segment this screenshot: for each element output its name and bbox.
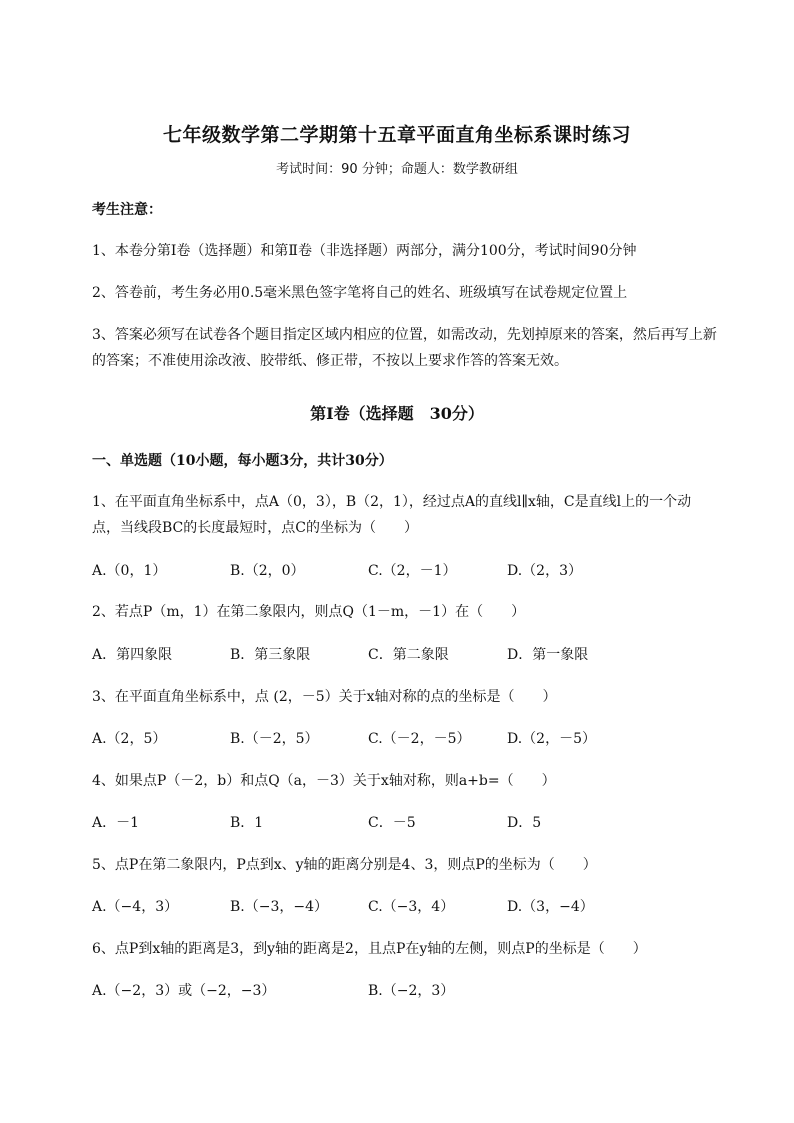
question-2-option-c: C．第二象限 xyxy=(368,647,449,663)
question-6-option-b: B.（−2，3） xyxy=(368,983,455,999)
question-6-option-a: A.（−2，3）或（−2，−3） xyxy=(92,983,276,999)
question-2-option-b: B．第三象限 xyxy=(230,647,311,663)
question-2-option-d: D．第一象限 xyxy=(507,647,589,663)
question-3-option-a: A.（2，5） xyxy=(92,731,167,747)
notice-item-3-cont: 的答案；不准使用涂改液、胶带纸、修正带，不按以上要求作答的答案无效。 xyxy=(92,353,568,369)
question-4-option-a: A．－1 xyxy=(92,815,140,831)
question-1-option-d: D.（2，3） xyxy=(507,563,582,579)
question-5-option-d: D.（3，−4） xyxy=(507,899,594,915)
question-3-option-d: D.（2，－5） xyxy=(507,731,596,747)
question-3-option-c: C.（－2，－5） xyxy=(368,731,471,747)
question-6-line-1: 6、点P到x轴的距离是3，到y轴的距离是2，且点P在y轴的左侧，则点P的坐标是（ ） xyxy=(92,941,647,957)
question-1-option-a: A.（0，1） xyxy=(92,563,167,579)
question-5-option-a: A.（−4，3） xyxy=(92,899,179,915)
question-3-option-b: B.（－2，5） xyxy=(230,731,319,747)
notice-item-1: 1、本卷分第Ⅰ卷（选择题）和第Ⅱ卷（非选择题）两部分，满分100分，考试时间90分钟 xyxy=(92,243,637,259)
question-1-line-1: 1、在平面直角坐标系中，点A（0，3），B（2，1），经过点A的直线l∥x轴，C是直线l上的一个动 xyxy=(92,494,692,510)
question-2-line-1: 2、若点P（m，1）在第二象限内，则点Q（1－m，－1）在（ ） xyxy=(92,604,526,620)
notice-heading: 考生注意： xyxy=(92,202,162,218)
question-1-option-b: B.（2，0） xyxy=(230,563,305,579)
question-1-option-c: C.（2，－1） xyxy=(368,563,457,579)
question-5-option-b: B.（−3，−4） xyxy=(230,899,329,915)
question-1-line-2: 点，当线段BC的长度最短时，点C的坐标为（ ） xyxy=(92,520,418,536)
notice-item-3: 3、答案必须写在试卷各个题目指定区域内相应的位置，如需改动，先划掉原来的答案，然后再写上新 xyxy=(92,327,717,343)
question-5-option-c: C.（−3，4） xyxy=(368,899,455,915)
exam-info: 考试时间：90 分钟；命题人：数学教研组 xyxy=(276,162,518,177)
question-2-option-a: A．第四象限 xyxy=(92,647,173,663)
question-4-option-c: C．－5 xyxy=(368,815,416,831)
question-4-line-1: 4、如果点P（－2，b）和点Q（a，－3）关于x轴对称，则a+b=（ ） xyxy=(92,773,556,789)
question-5-line-1: 5、点P在第二象限内，P点到x、y轴的距离分别是4、3，则点P的坐标为（ ） xyxy=(92,857,597,873)
notice-item-2: 2、答卷前，考生务必用0.5毫米黑色签字笔将自己的姓名、班级填写在试卷规定位置上 xyxy=(92,285,628,301)
question-4-option-b: B．1 xyxy=(230,815,264,831)
question-3-line-1: 3、在平面直角坐标系中，点 (2，－5）关于x轴对称的点的坐标是（ ） xyxy=(92,689,557,705)
page-title: 七年级数学第二学期第十五章平面直角坐标系课时练习 xyxy=(162,124,631,146)
part1-title: 第Ⅰ卷（选择题 30分） xyxy=(310,404,484,423)
question-4-option-d: D．5 xyxy=(507,815,542,831)
section1-heading: 一、单选题（10小题，每小题3分，共计30分） xyxy=(92,453,393,469)
